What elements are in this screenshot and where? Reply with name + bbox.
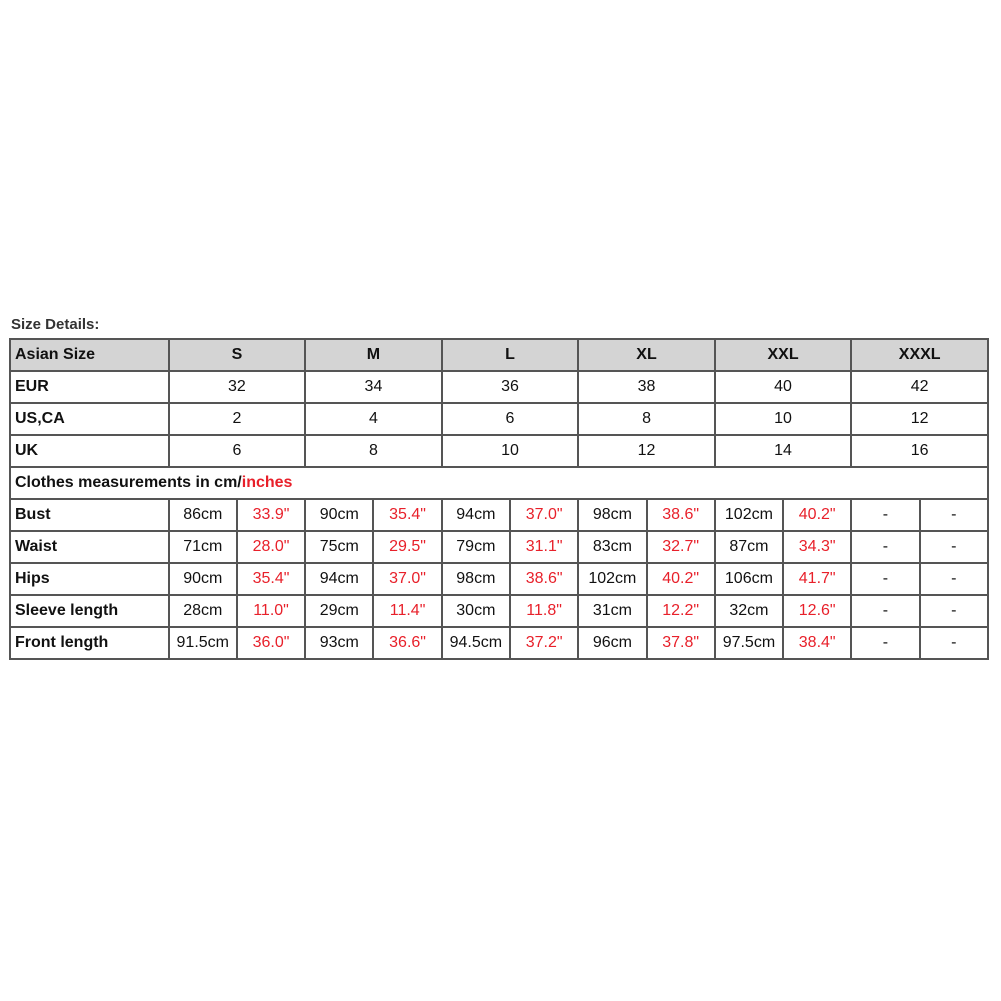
inch-value-cell: 35.4" bbox=[373, 499, 441, 531]
conversion-cell: 42 bbox=[851, 371, 988, 403]
inch-value-cell: 37.8" bbox=[647, 627, 715, 659]
cm-value-cell: 75cm bbox=[305, 531, 373, 563]
inch-value-cell: 36.6" bbox=[373, 627, 441, 659]
conversion-row bbox=[10, 403, 988, 435]
conversion-cell: 8 bbox=[578, 403, 715, 435]
inch-value-cell: 37.2" bbox=[510, 627, 578, 659]
conversion-cell: 4 bbox=[305, 403, 442, 435]
inch-value-cell: 12.2" bbox=[647, 595, 715, 627]
conversion-cell: 36 bbox=[442, 371, 579, 403]
cm-value-cell: - bbox=[920, 627, 988, 659]
inch-value-cell: 11.4" bbox=[373, 595, 441, 627]
cm-value-cell: - bbox=[851, 531, 919, 563]
cm-value-cell: 97.5cm bbox=[715, 627, 783, 659]
inch-value-cell: 38.6" bbox=[647, 499, 715, 531]
cm-value-cell: 31cm bbox=[578, 595, 646, 627]
inch-value-cell: 32.7" bbox=[647, 531, 715, 563]
cm-value-cell: 71cm bbox=[169, 531, 237, 563]
size-header-xxxl: XXXL bbox=[851, 339, 988, 371]
conversion-cell: 14 bbox=[715, 435, 852, 467]
inch-value-cell: 34.3" bbox=[783, 531, 851, 563]
cm-value-cell: - bbox=[851, 595, 919, 627]
inch-value-cell: 31.1" bbox=[510, 531, 578, 563]
cm-value-cell: - bbox=[851, 499, 919, 531]
measurement-row bbox=[10, 563, 988, 595]
measurement-row bbox=[10, 595, 988, 627]
measurements-heading-inches: inches bbox=[241, 474, 293, 491]
conversion-cell: 10 bbox=[442, 435, 579, 467]
conversion-row-label: EUR bbox=[10, 371, 169, 403]
cm-value-cell: 93cm bbox=[305, 627, 373, 659]
measurements-heading-row bbox=[10, 467, 988, 499]
cm-value-cell: - bbox=[851, 627, 919, 659]
inch-value-cell: 12.6" bbox=[783, 595, 851, 627]
measurement-row-label: Sleeve length bbox=[10, 595, 169, 627]
cm-value-cell: 90cm bbox=[169, 563, 237, 595]
conversion-cell: 6 bbox=[442, 403, 579, 435]
conversion-row-label: UK bbox=[10, 435, 169, 467]
measurement-row-label: Waist bbox=[10, 531, 169, 563]
cm-value-cell: - bbox=[920, 595, 988, 627]
conversion-cell: 38 bbox=[578, 371, 715, 403]
size-header-xl: XL bbox=[578, 339, 715, 371]
header-row bbox=[10, 339, 988, 371]
conversion-row bbox=[10, 435, 988, 467]
conversion-cell: 40 bbox=[715, 371, 852, 403]
size-details-caption: Size Details: bbox=[11, 316, 100, 333]
cm-value-cell: 29cm bbox=[305, 595, 373, 627]
conversion-cell: 32 bbox=[169, 371, 306, 403]
inch-value-cell: 37.0" bbox=[510, 499, 578, 531]
cm-value-cell: 83cm bbox=[578, 531, 646, 563]
cm-value-cell: 30cm bbox=[442, 595, 510, 627]
size-chart-table bbox=[9, 338, 989, 660]
cm-value-cell: 94cm bbox=[305, 563, 373, 595]
inch-value-cell: 11.8" bbox=[510, 595, 578, 627]
cm-value-cell: - bbox=[920, 531, 988, 563]
size-header-l: L bbox=[442, 339, 579, 371]
cm-value-cell: 28cm bbox=[169, 595, 237, 627]
conversion-cell: 8 bbox=[305, 435, 442, 467]
measurement-row bbox=[10, 499, 988, 531]
inch-value-cell: 40.2" bbox=[647, 563, 715, 595]
inch-value-cell: 29.5" bbox=[373, 531, 441, 563]
cm-value-cell: - bbox=[851, 563, 919, 595]
measurement-row-label: Front length bbox=[10, 627, 169, 659]
cm-value-cell: 94.5cm bbox=[442, 627, 510, 659]
inch-value-cell: 37.0" bbox=[373, 563, 441, 595]
inch-value-cell: 36.0" bbox=[237, 627, 305, 659]
cm-value-cell: 90cm bbox=[305, 499, 373, 531]
inch-value-cell: 33.9" bbox=[237, 499, 305, 531]
conversion-cell: 12 bbox=[578, 435, 715, 467]
cm-value-cell: 98cm bbox=[442, 563, 510, 595]
measurement-row bbox=[10, 531, 988, 563]
inch-value-cell: 11.0" bbox=[237, 595, 305, 627]
conversion-cell: 16 bbox=[851, 435, 988, 467]
conversion-cell: 2 bbox=[169, 403, 306, 435]
measurement-row bbox=[10, 627, 988, 659]
cm-value-cell: 96cm bbox=[578, 627, 646, 659]
size-header-s: S bbox=[169, 339, 306, 371]
measurement-row-label: Hips bbox=[10, 563, 169, 595]
cm-value-cell: 98cm bbox=[578, 499, 646, 531]
cm-value-cell: 32cm bbox=[715, 595, 783, 627]
inch-value-cell: 40.2" bbox=[783, 499, 851, 531]
inch-value-cell: 41.7" bbox=[783, 563, 851, 595]
cm-value-cell: 106cm bbox=[715, 563, 783, 595]
cm-value-cell: 102cm bbox=[715, 499, 783, 531]
cm-value-cell: 94cm bbox=[442, 499, 510, 531]
size-header-m: M bbox=[305, 339, 442, 371]
cm-value-cell: 91.5cm bbox=[169, 627, 237, 659]
size-header-xxl: XXL bbox=[715, 339, 852, 371]
measurements-heading bbox=[10, 467, 988, 499]
cm-value-cell: 102cm bbox=[578, 563, 646, 595]
cm-value-cell: - bbox=[920, 499, 988, 531]
asian-size-label: Asian Size bbox=[10, 339, 169, 371]
inch-value-cell: 38.6" bbox=[510, 563, 578, 595]
cm-value-cell: - bbox=[920, 563, 988, 595]
cm-value-cell: 79cm bbox=[442, 531, 510, 563]
cm-value-cell: 86cm bbox=[169, 499, 237, 531]
cm-value-cell: 87cm bbox=[715, 531, 783, 563]
conversion-row bbox=[10, 371, 988, 403]
measurements-heading-prefix: Clothes measurements in cm/ bbox=[15, 474, 242, 491]
measurement-row-label: Bust bbox=[10, 499, 169, 531]
inch-value-cell: 35.4" bbox=[237, 563, 305, 595]
size-chart-body bbox=[10, 339, 988, 659]
conversion-row-label: US,CA bbox=[10, 403, 169, 435]
conversion-cell: 6 bbox=[169, 435, 306, 467]
inch-value-cell: 38.4" bbox=[783, 627, 851, 659]
inch-value-cell: 28.0" bbox=[237, 531, 305, 563]
conversion-cell: 10 bbox=[715, 403, 852, 435]
conversion-cell: 34 bbox=[305, 371, 442, 403]
conversion-cell: 12 bbox=[851, 403, 988, 435]
